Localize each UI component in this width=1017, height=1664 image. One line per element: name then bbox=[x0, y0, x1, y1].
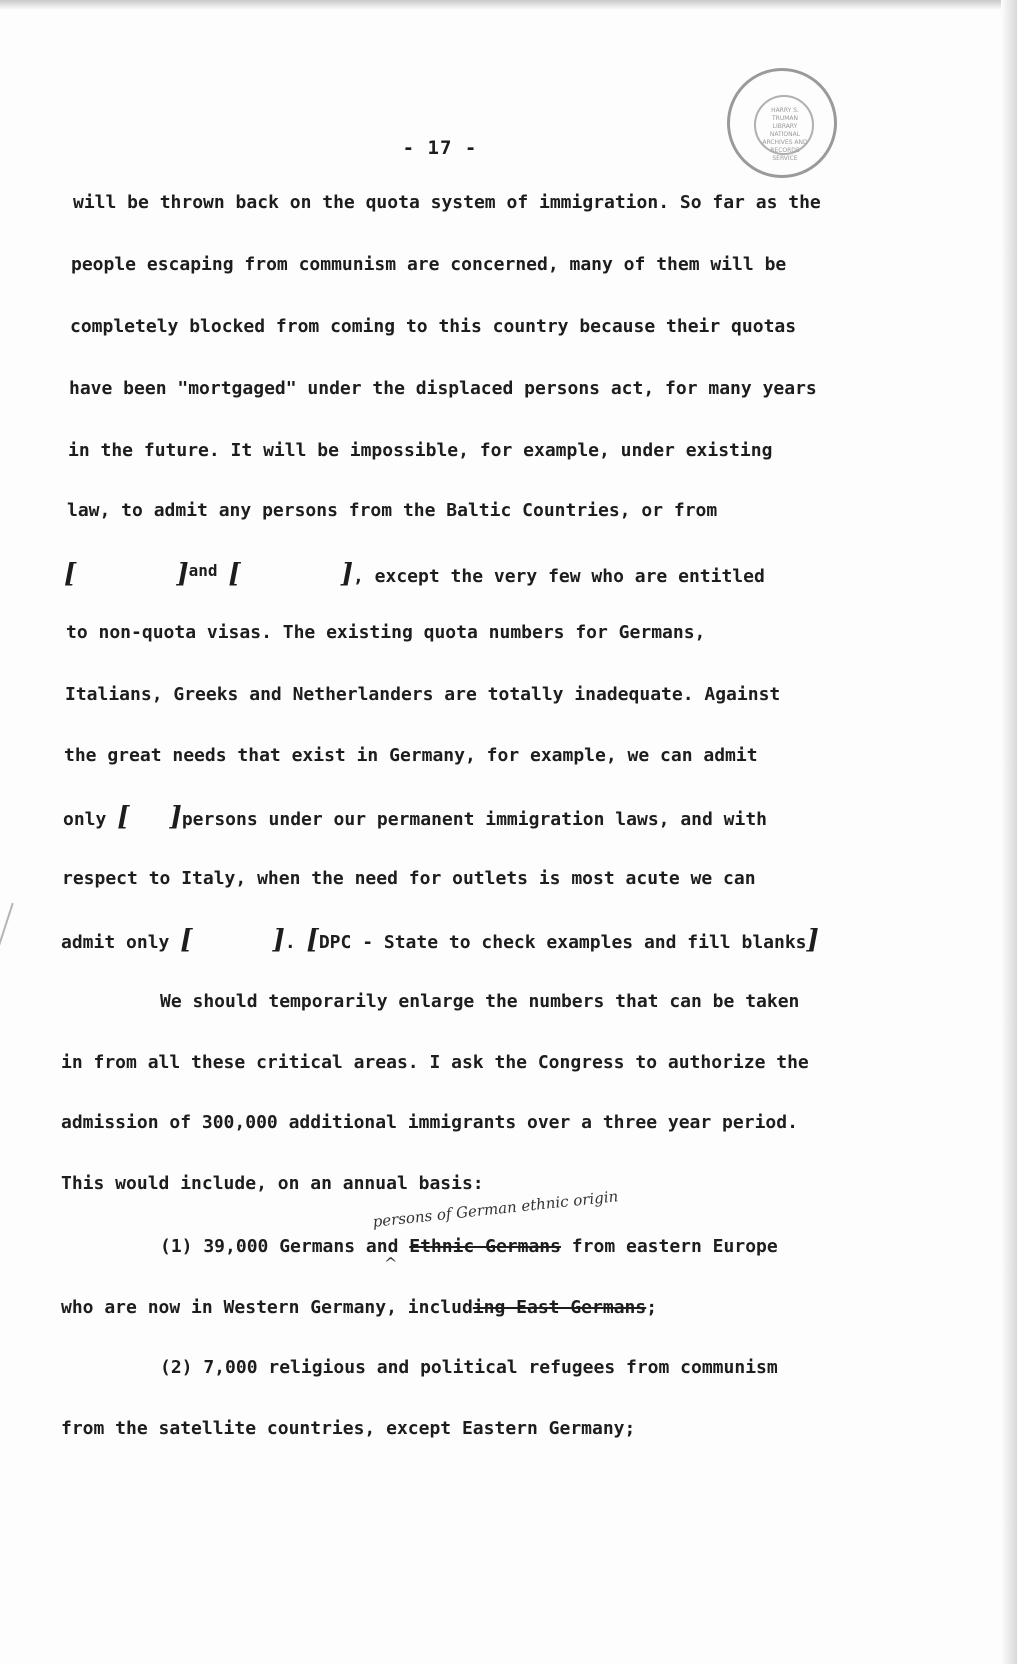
scan-edge-right bbox=[1001, 0, 1017, 1664]
open-bracket: [ bbox=[228, 559, 241, 589]
text-line: people escaping from communism are concerned, many of them will be bbox=[71, 254, 787, 275]
page-number: - 17 - bbox=[402, 137, 478, 159]
list-item-1-start: (1) 39,000 Germans and bbox=[160, 1236, 410, 1257]
text-line: the great needs that exist in Germany, for example, we can admit bbox=[64, 745, 758, 766]
open-bracket: [ bbox=[180, 925, 193, 955]
only-word: only bbox=[63, 809, 107, 830]
text-line: in the future. It will be impossible, for example, under existing bbox=[68, 440, 773, 461]
list-item-2: (2) 7,000 religious and political refugees from communism bbox=[160, 1357, 778, 1378]
admit-only-words: admit only bbox=[61, 932, 170, 953]
text-line: to non-quota visas. The existing quota numbers for Germans, bbox=[66, 622, 706, 643]
struck-text: ing East Germans bbox=[472, 1297, 647, 1318]
list-item-1-end: from eastern Europe bbox=[560, 1236, 778, 1257]
text-line: will be thrown back on the quota system of immigration. So far as the bbox=[73, 192, 821, 213]
open-bracket: [ bbox=[64, 559, 77, 589]
text-line: respect to Italy, when the need for outlets is most acute we can bbox=[62, 868, 756, 889]
text-line: in from all these critical areas. I ask the Congress to authorize the bbox=[61, 1052, 809, 1073]
text-line: admission of 300,000 additional immigrants over a three year period. bbox=[61, 1112, 798, 1133]
text-line: Italians, Greeks and Netherlanders are totally inadequate. Against bbox=[65, 684, 781, 705]
admit-line: admit only [ ]. [DPC - State to check examples and fill blanks] bbox=[61, 925, 819, 955]
open-bracket: [ bbox=[117, 802, 130, 832]
text-line: We should temporarily enlarge the numbers that can be taken bbox=[160, 991, 800, 1012]
open-bracket: [ bbox=[306, 925, 319, 955]
close-bracket: ] bbox=[806, 925, 819, 955]
bracket-line bbox=[64, 560, 765, 588]
list-item-1-continued bbox=[61, 1297, 657, 1319]
list-item-2-continued: from the satellite countries, except Eastern Germany; bbox=[61, 1418, 636, 1439]
text-line: have been "mortgaged" under the displaced persons act, for many years bbox=[69, 378, 817, 399]
archive-stamp bbox=[727, 68, 837, 178]
text-line: law, to admit any persons from the Baltic Countries, or from bbox=[67, 500, 718, 521]
close-bracket: ] bbox=[176, 559, 189, 589]
only-line-rest: persons under our permanent immigration laws, and with bbox=[181, 809, 768, 830]
bracket-line-tail: , except the very few who are entitled bbox=[353, 566, 765, 587]
text-line: completely blocked from coming to this country because their quotas bbox=[70, 316, 797, 337]
editor-note: DPC - State to check examples and fill blanks bbox=[318, 932, 807, 953]
struck-text: Ethnic Germans bbox=[409, 1236, 561, 1257]
only-line bbox=[63, 802, 768, 832]
close-bracket: ] bbox=[169, 802, 182, 832]
stamp-text: HARRY S. TRUMAN LIBRARY NATIONAL ARCHIVES AND RECORDS SERVICE bbox=[762, 107, 808, 162]
handwritten-insert: persons of German ethnic origin bbox=[371, 1187, 619, 1231]
close-bracket: ] bbox=[272, 925, 285, 955]
close-bracket: ] bbox=[340, 559, 353, 589]
list-item-1-cont-start: who are now in Western Germany, includ bbox=[61, 1297, 473, 1318]
and-word: and bbox=[188, 561, 218, 580]
margin-mark bbox=[0, 903, 35, 967]
list-item-1 bbox=[160, 1236, 778, 1258]
text-line: This would include, on an annual basis: bbox=[61, 1173, 484, 1194]
scan-edge-top bbox=[0, 0, 1017, 10]
list-item-1-cont-end: ; bbox=[646, 1297, 658, 1318]
insertion-caret: ^ bbox=[384, 1254, 398, 1273]
